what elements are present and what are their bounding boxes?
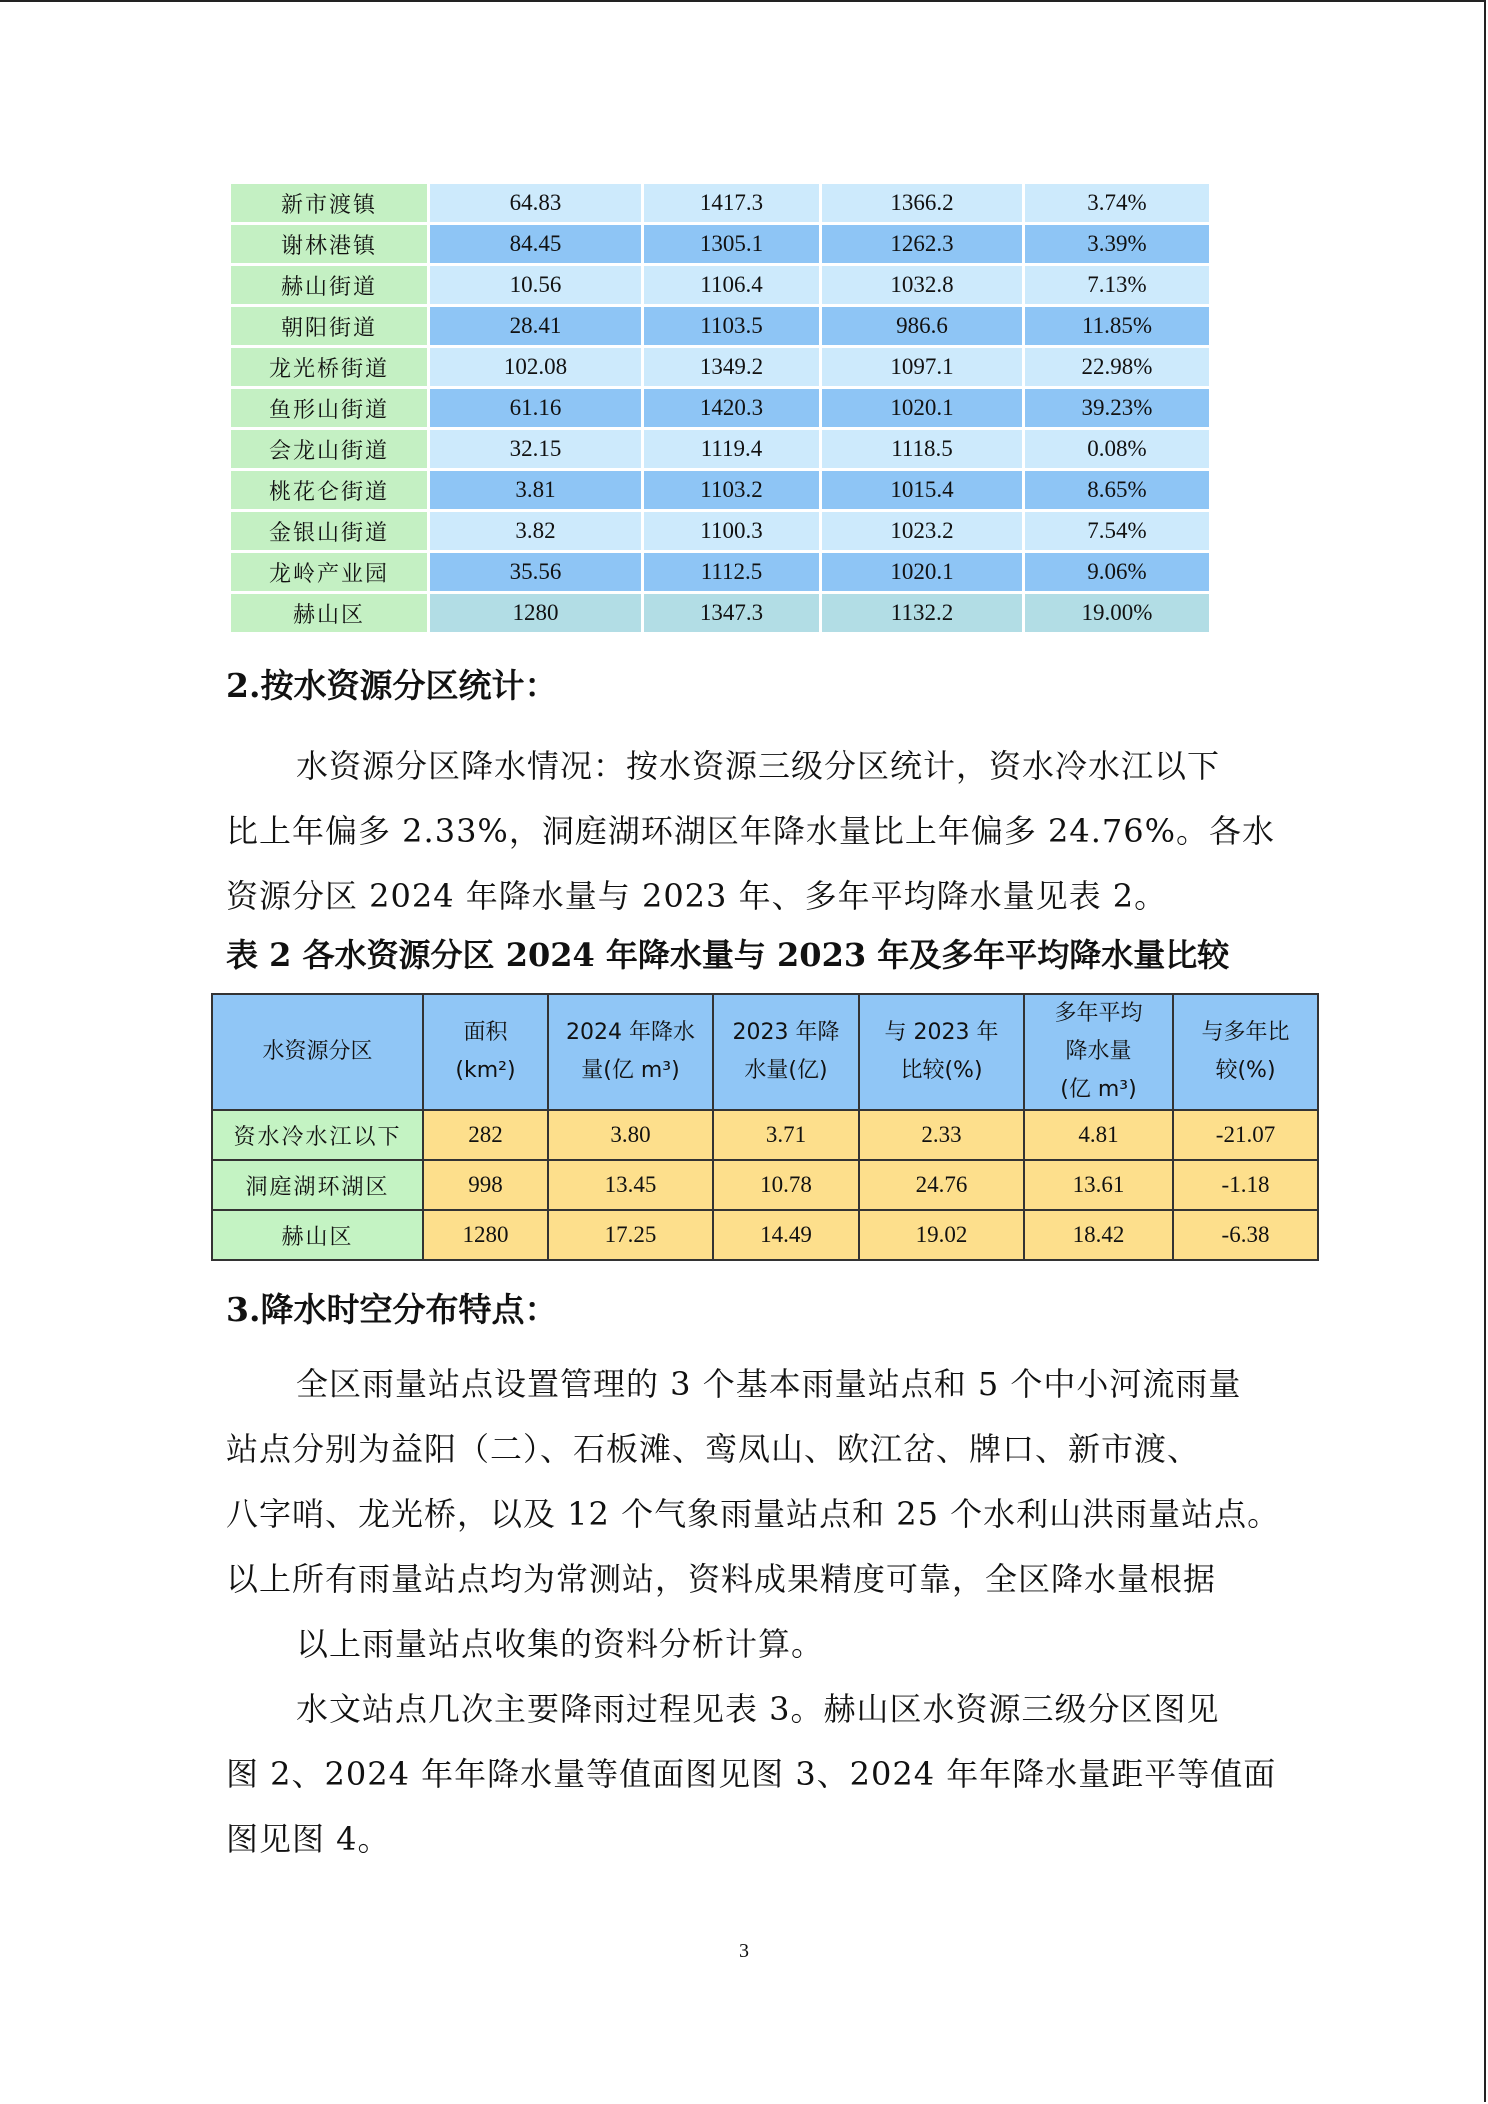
- value-cell: 13.45: [548, 1160, 713, 1210]
- precip-2024-cell: 1305.1: [644, 225, 819, 263]
- header-line: 降水量: [1065, 1039, 1132, 1064]
- area-cell: 102.08: [430, 348, 641, 386]
- paragraph-line: 水文站点几次主要降雨过程见表 3。赫山区水资源三级分区图见: [296, 1690, 1220, 1728]
- change-cell: 8.65%: [1025, 471, 1209, 509]
- header-line: 量(亿 m³): [581, 1058, 680, 1083]
- value-cell: 18.42: [1024, 1210, 1173, 1260]
- change-cell: 0.08%: [1025, 430, 1209, 468]
- precip-2024-cell: 1349.2: [644, 348, 819, 386]
- precip-2023-cell: 986.6: [822, 307, 1022, 345]
- column-header: [212, 994, 423, 1110]
- area-cell: 35.56: [430, 553, 641, 591]
- value-cell: 19.02: [859, 1210, 1024, 1260]
- paragraph-line: 以上雨量站点收集的资料分析计算。: [296, 1625, 825, 1663]
- name: 朝阳街道: [231, 307, 427, 345]
- table2-caption: 表 2 各水资源分区 2024 年降水量与 2023 年及多年平均降水量比较: [226, 936, 1230, 974]
- precip-2024-cell: 1106.4: [644, 266, 819, 304]
- precip-2023-cell: 1015.4: [822, 471, 1022, 509]
- column-header: [423, 994, 548, 1110]
- zone-name-cell: 赫山区: [212, 1210, 423, 1260]
- table-row: [231, 348, 1209, 386]
- column-header: [859, 994, 1024, 1110]
- area-cell: 32.15: [430, 430, 641, 468]
- precip-2024-cell: 1112.5: [644, 553, 819, 591]
- change-cell: 7.13%: [1025, 266, 1209, 304]
- paragraph-line: 资源分区 2024 年降水量与 2023 年、多年平均降水量见表 2。: [226, 877, 1168, 915]
- value-cell: 282: [423, 1110, 548, 1160]
- precip-2024-cell: 1100.3: [644, 512, 819, 550]
- page-number: 3: [739, 1940, 749, 1962]
- precip-2023-cell: 1097.1: [822, 348, 1022, 386]
- change-cell: 39.23%: [1025, 389, 1209, 427]
- header-line: 水量(亿): [744, 1058, 828, 1083]
- header-line: 较(%): [1215, 1058, 1276, 1083]
- header-line: 2023 年降: [732, 1020, 840, 1045]
- paragraph-line: 图见图 4。: [226, 1820, 391, 1858]
- change-cell: 3.74%: [1025, 184, 1209, 222]
- header-line: (亿 m³): [1060, 1077, 1137, 1102]
- value-cell: 24.76: [859, 1160, 1024, 1210]
- table-row: [212, 1160, 1318, 1210]
- value-cell: -21.07: [1173, 1110, 1318, 1160]
- change-cell: 22.98%: [1025, 348, 1209, 386]
- header-line: (km²): [455, 1058, 516, 1083]
- column-header: [548, 994, 713, 1110]
- column-header: [1173, 994, 1318, 1110]
- name: 新市渡镇: [231, 184, 427, 222]
- table-header-row: [212, 994, 1318, 1110]
- header-line: 多年平均: [1054, 1001, 1143, 1026]
- precip-2023-cell: 1118.5: [822, 430, 1022, 468]
- name: 龙岭产业园: [231, 553, 427, 591]
- column-header: [713, 994, 859, 1110]
- precip-2024-cell: 1119.4: [644, 430, 819, 468]
- name: 金银山街道: [231, 512, 427, 550]
- header-line: 面积: [463, 1020, 508, 1045]
- area-cell: 3.82: [430, 512, 641, 550]
- zone-name-cell: 洞庭湖环湖区: [212, 1160, 423, 1210]
- area-cell: 1280: [430, 594, 641, 632]
- name: 谢林港镇: [231, 225, 427, 263]
- name: 赫山区: [231, 594, 427, 632]
- area-cell: 28.41: [430, 307, 641, 345]
- value-cell: 1280: [423, 1210, 548, 1260]
- area-cell: 61.16: [430, 389, 641, 427]
- precip-2023-cell: 1032.8: [822, 266, 1022, 304]
- change-cell: 11.85%: [1025, 307, 1209, 345]
- change-cell: 9.06%: [1025, 553, 1209, 591]
- precip-2024-cell: 1347.3: [644, 594, 819, 632]
- value-cell: -6.38: [1173, 1210, 1318, 1260]
- precip-2024-cell: 1103.5: [644, 307, 819, 345]
- area-cell: 84.45: [430, 225, 641, 263]
- value-cell: 2.33: [859, 1110, 1024, 1160]
- section2-paragraph: [226, 734, 1275, 929]
- header-line: 与多年比: [1201, 1020, 1290, 1045]
- value-cell: 13.61: [1024, 1160, 1173, 1210]
- paragraph-line: 八字哨、龙光桥，以及 12 个气象雨量站点和 25 个水利山洪雨量站点。: [226, 1495, 1281, 1533]
- paragraph-line: 比上年偏多 2.33%，洞庭湖环湖区年降水量比上年偏多 24.76%。各水: [226, 812, 1276, 850]
- change-cell: 19.00%: [1025, 594, 1209, 632]
- area-cell: 10.56: [430, 266, 641, 304]
- paragraph-line: 以上所有雨量站点均为常测站，资料成果精度可靠，全区降水量根据: [226, 1560, 1217, 1598]
- name: 桃花仑街道: [231, 471, 427, 509]
- township-precipitation-table: [228, 181, 1212, 635]
- paragraph-line: 图 2、2024 年年降水量等值面图见图 3、2024 年年降水量距平等值面: [226, 1755, 1277, 1793]
- value-cell: 4.81: [1024, 1110, 1173, 1160]
- table-row: [231, 471, 1209, 509]
- header-line: 与 2023 年: [884, 1020, 999, 1045]
- value-cell: 3.80: [548, 1110, 713, 1160]
- header-line: 比较(%): [900, 1058, 983, 1083]
- table-row: [231, 430, 1209, 468]
- precip-2024-cell: 1420.3: [644, 389, 819, 427]
- table-row: [231, 266, 1209, 304]
- section3-paragraph: [226, 1352, 1280, 1872]
- precip-2024-cell: 1103.2: [644, 471, 819, 509]
- paragraph-line: 水资源分区降水情况：按水资源三级分区统计，资水冷水江以下: [296, 747, 1221, 785]
- value-cell: 998: [423, 1160, 548, 1210]
- column-header: [1024, 994, 1173, 1110]
- table-row: [212, 1210, 1318, 1260]
- value-cell: 17.25: [548, 1210, 713, 1260]
- value-cell: -1.18: [1173, 1160, 1318, 1210]
- paragraph-line: 全区雨量站点设置管理的 3 个基本雨量站点和 5 个中小河流雨量: [296, 1365, 1242, 1403]
- section3-heading: 3.降水时空分布特点：: [226, 1290, 558, 1329]
- area-cell: 3.81: [430, 471, 641, 509]
- name: 赫山街道: [231, 266, 427, 304]
- change-cell: 7.54%: [1025, 512, 1209, 550]
- change-cell: 3.39%: [1025, 225, 1209, 263]
- table-row: [231, 594, 1209, 632]
- table-row: [231, 225, 1209, 263]
- section2-heading: 2.按水资源分区统计：: [226, 666, 558, 705]
- table-row: [231, 512, 1209, 550]
- name: 龙光桥街道: [231, 348, 427, 386]
- value-cell: 10.78: [713, 1160, 859, 1210]
- precip-2023-cell: 1262.3: [822, 225, 1022, 263]
- paragraph-line: 站点分别为益阳（二）、石板滩、鸾凤山、欧江岔、牌口、新市渡、: [226, 1430, 1201, 1468]
- value-cell: 14.49: [713, 1210, 859, 1260]
- precip-2023-cell: 1023.2: [822, 512, 1022, 550]
- precip-2023-cell: 1020.1: [822, 553, 1022, 591]
- table-row: [231, 389, 1209, 427]
- table-row: [212, 1110, 1318, 1160]
- table-row: [231, 307, 1209, 345]
- name: 鱼形山街道: [231, 389, 427, 427]
- value-cell: 3.71: [713, 1110, 859, 1160]
- precip-2023-cell: 1366.2: [822, 184, 1022, 222]
- name: 会龙山街道: [231, 430, 427, 468]
- precip-2023-cell: 1132.2: [822, 594, 1022, 632]
- zone-name-cell: 资水冷水江以下: [212, 1110, 423, 1160]
- header-line: 2024 年降水: [566, 1020, 695, 1045]
- area-cell: 64.83: [430, 184, 641, 222]
- table-row: [231, 184, 1209, 222]
- header-line: 水资源分区: [262, 1039, 373, 1064]
- precip-2024-cell: 1417.3: [644, 184, 819, 222]
- water-resource-zone-table: [211, 993, 1319, 1261]
- table-row: [231, 553, 1209, 591]
- precip-2023-cell: 1020.1: [822, 389, 1022, 427]
